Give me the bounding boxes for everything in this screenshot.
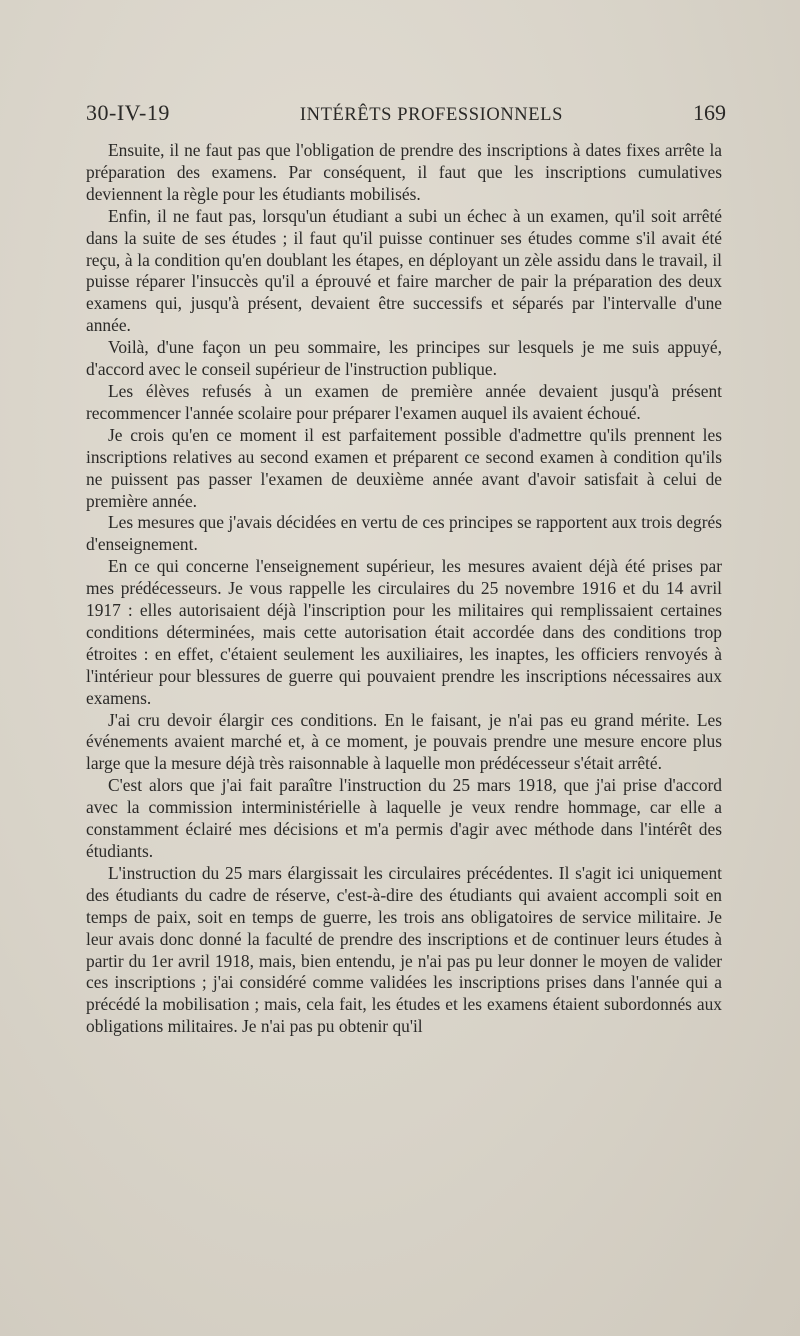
page-number: 169 [692, 100, 726, 125]
paragraph: Voilà, d'une façon un peu sommaire, les principes sur lesquels je me suis appuyé, d'accord avec le conseil supérieur de l'instruction publique. [86, 337, 722, 380]
paragraph: J'ai cru devoir élargir ces conditions. En le faisant, je n'ai pas eu grand mérite. Les événements avaient marché et, à ce moment, je pouvais prendre une mesure encore plus large que la mesure déjà très raisonnable à laquelle mon prédécesseur s'était arrêté. [86, 709, 722, 774]
header-date: 30-IV-19 [86, 100, 170, 125]
paragraph: Les élèves refusés à un examen de première année devaient jusqu'à présent recommencer l'année scolaire pour préparer l'examen auquel ils avaient échoué. [86, 380, 722, 423]
paragraph: C'est alors que j'ai fait paraître l'instruction du 25 mars 1918, que j'ai prise d'accord avec la commission interministérielle à laquelle je veux rendre hommage, car elle a constamment éclairé mes décisions et m'a permis d'agir avec méthode dans l'intérêt des étudiants. [86, 775, 722, 861]
paragraph: Ensuite, il ne faut pas que l'obligation de prendre des inscriptions à dates fixes arrête la préparation des examens. Par conséquent, il faut que les inscriptions cumulatives deviennent la règle pour les étudiants mobilisés. [86, 140, 722, 204]
paragraph: Les mesures que j'avais décidées en vertu de ces principes se rapportent aux trois degrés d'enseignement. [86, 512, 722, 555]
running-head [86, 100, 726, 132]
paragraph: Je crois qu'en ce moment il est parfaitement possible d'admettre qu'ils prennent les inscriptions relatives au second examen et préparent ce second examen à condition qu'ils ne puissent pas passer l'examen de deuxième année avant d'avoir satisfait à celui de première année. [86, 424, 722, 511]
paragraph: L'instruction du 25 mars élargissait les circulaires précédentes. Il s'agit ici uniquement des étudiants du cadre de réserve, c'est-à-dire des étudiants qui avaient accompli soit en temps de paix, soit en temps de guerre, les trois ans obligatoires de service militaire. Je leur avais donc donné la faculté de prendre des inscriptions et de continuer leurs études à partir du 1er avril 1918, mais, bien entendu, je n'ai pas pu leur donner le moyen de valider ces inscriptions ; j'ai considéré comme validées les inscriptions prises dans l'année qui a précédé la mobilisation ; mais, cela fait, les études et les examens étaient subordonnés aux obligations militaires. Je n'ai pas pu obtenir qu'il [86, 862, 722, 1037]
body-text [86, 140, 722, 1038]
header-title: INTÉRÊTS PROFESSIONNELS [299, 105, 563, 125]
paragraph: En ce qui concerne l'enseignement supérieur, les mesures avaient déjà été prises par mes prédécesseurs. Je vous rappelle les circulaires du 25 novembre 1916 et du 14 avril 1917 : elles autorisaient déjà l'inscription pour les militaires qui remplissaient certaines conditions déterminées, mais cette autorisation était accordée dans des conditions trop étroites : en effet, c'étaient seulement les auxiliaires, les inaptes, les officiers renvoyés à l'intérieur pour blessures de guerre qui pouvaient prendre les inscriptions nécessaires aux examens. [86, 556, 722, 708]
paragraph: Enfin, il ne faut pas, lorsqu'un étudiant a subi un échec à un examen, qu'il soit arrêté dans la suite de ses études ; il faut qu'il puisse continuer ses études comme s'il avait été reçu, à la condition qu'en doublant les étapes, en déployant un zèle assidu dans le travail, il puisse réparer l'insuccès qu'il a éprouvé et faire marcher de pair la préparation des deux examens qui, jusqu'à présent, devaient être successifs et séparés par l'intervalle d'une année. [86, 205, 722, 336]
